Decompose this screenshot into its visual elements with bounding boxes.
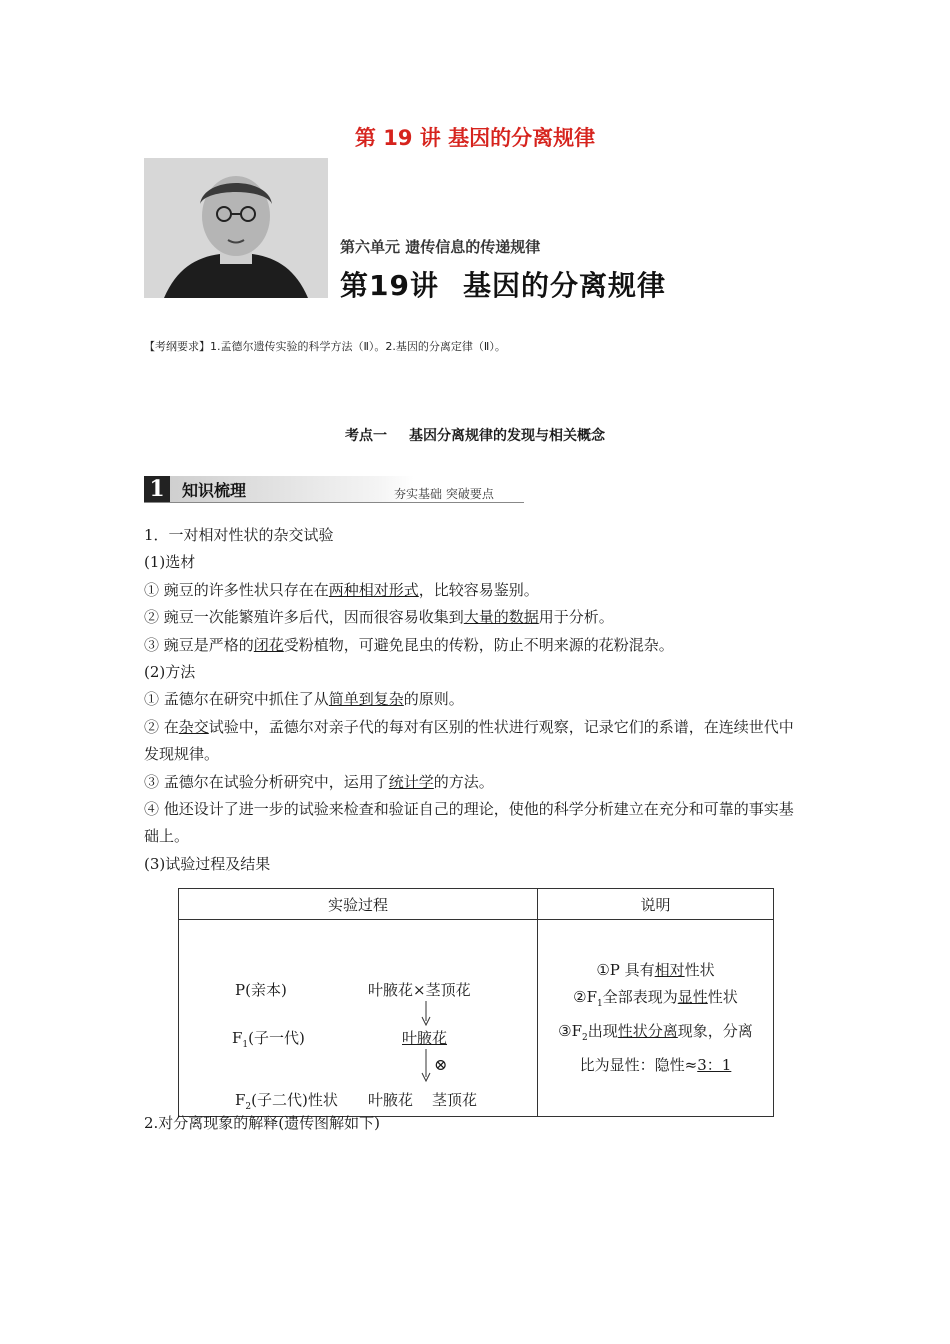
method-item-4: ④ 他还设计了进一步的试验来检查和验证自己的理论，使他的科学分析建立在充分和可靠的事实基础上。 — [144, 800, 794, 846]
unit-title: 第六单元 遗传信息的传递规律 — [340, 238, 541, 256]
kaodian-label: 考点一 — [345, 428, 387, 444]
next-section-heading: 2.对分离现象的解释(遗传图解如下) — [144, 1114, 381, 1132]
subheading-method: (2)方法 — [144, 663, 196, 682]
explanation-cell — [538, 920, 774, 1117]
kaodian-title: 基因分离规律的发现与相关概念 — [409, 428, 605, 444]
lecture-title: 基因的分离规律 — [462, 269, 666, 302]
f1-value: 叶腋花 — [402, 1029, 448, 1047]
lecture-heading — [340, 264, 666, 304]
section-subtitle: 夯实基础 突破要点 — [394, 487, 494, 501]
content-body — [144, 522, 808, 878]
exam-requirements: 【考纲要求】1.孟德尔遗传实验的科学方法（Ⅱ）。2.基因的分离定律（Ⅱ）。 — [144, 340, 506, 353]
portrait-image — [144, 158, 328, 298]
lecture-number: 第19讲 — [340, 269, 439, 302]
section-divider — [144, 502, 524, 503]
f2-value-1: 叶腋花 — [368, 1091, 414, 1109]
heading-1: 1．一对相对性状的杂交试验 — [144, 526, 334, 544]
table-header-explanation: 说明 — [538, 889, 774, 920]
material-item-3: ③ 豌豆是严格的闭花受粉植物，可避免昆虫的传粉，防止不明来源的花粉混杂。 — [144, 635, 674, 654]
material-item-1: ① 豌豆的许多性状只存在在两种相对形式，比较容易鉴别。 — [144, 580, 539, 599]
f1-label: $F_1$(子一代) — [232, 1029, 305, 1050]
explanation-3: $③F_2$出现性状分离现象，分离 — [558, 1022, 753, 1043]
subheading-material: (1)选材 — [144, 553, 196, 572]
subheading-process: (3)试验过程及结果 — [144, 854, 271, 873]
cross-diagram — [179, 920, 538, 1117]
f2-value-2: 茎顶花 — [432, 1091, 478, 1109]
section-title: 知识梳理 — [182, 481, 247, 500]
p-cross: 叶腋花×茎顶花 — [368, 981, 471, 999]
f2-label: $F_2$(子二代)性状 — [235, 1091, 338, 1112]
explanation-4: 比为显性：隐性≈3：1 — [579, 1056, 732, 1074]
p-label: P(亲本) — [235, 981, 287, 999]
page-title: 第 19 讲 基因的分离规律 — [354, 126, 596, 150]
method-item-1: ① 孟德尔在研究中抓住了从简单到复杂的原则。 — [144, 690, 464, 709]
explanation-1: ①P 具有相对性状 — [596, 961, 715, 979]
method-item-2: ② 在杂交试验中，孟德尔对亲子代的每对有区别的性状进行观察，记录它们的系谱，在连续世代中发现规律。 — [144, 717, 794, 764]
section-header — [144, 476, 524, 504]
explanation-2: $②F_1$全部表现为显性性状 — [573, 988, 738, 1009]
arrow-down-icon — [420, 1049, 432, 1083]
section-number: 1 — [144, 476, 170, 502]
kaodian-heading — [0, 425, 950, 445]
table-header-process: 实验过程 — [179, 889, 538, 920]
arrow-down-icon — [420, 1001, 432, 1027]
selfing-symbol: ⊗ — [434, 1055, 448, 1074]
material-item-2: ② 豌豆一次能繁殖许多后代，因而很容易收集到大量的数据用于分析。 — [144, 608, 614, 627]
experiment-table — [178, 888, 774, 1117]
method-item-3: ③ 孟德尔在试验分析研究中，运用了统计学的方法。 — [144, 772, 494, 791]
